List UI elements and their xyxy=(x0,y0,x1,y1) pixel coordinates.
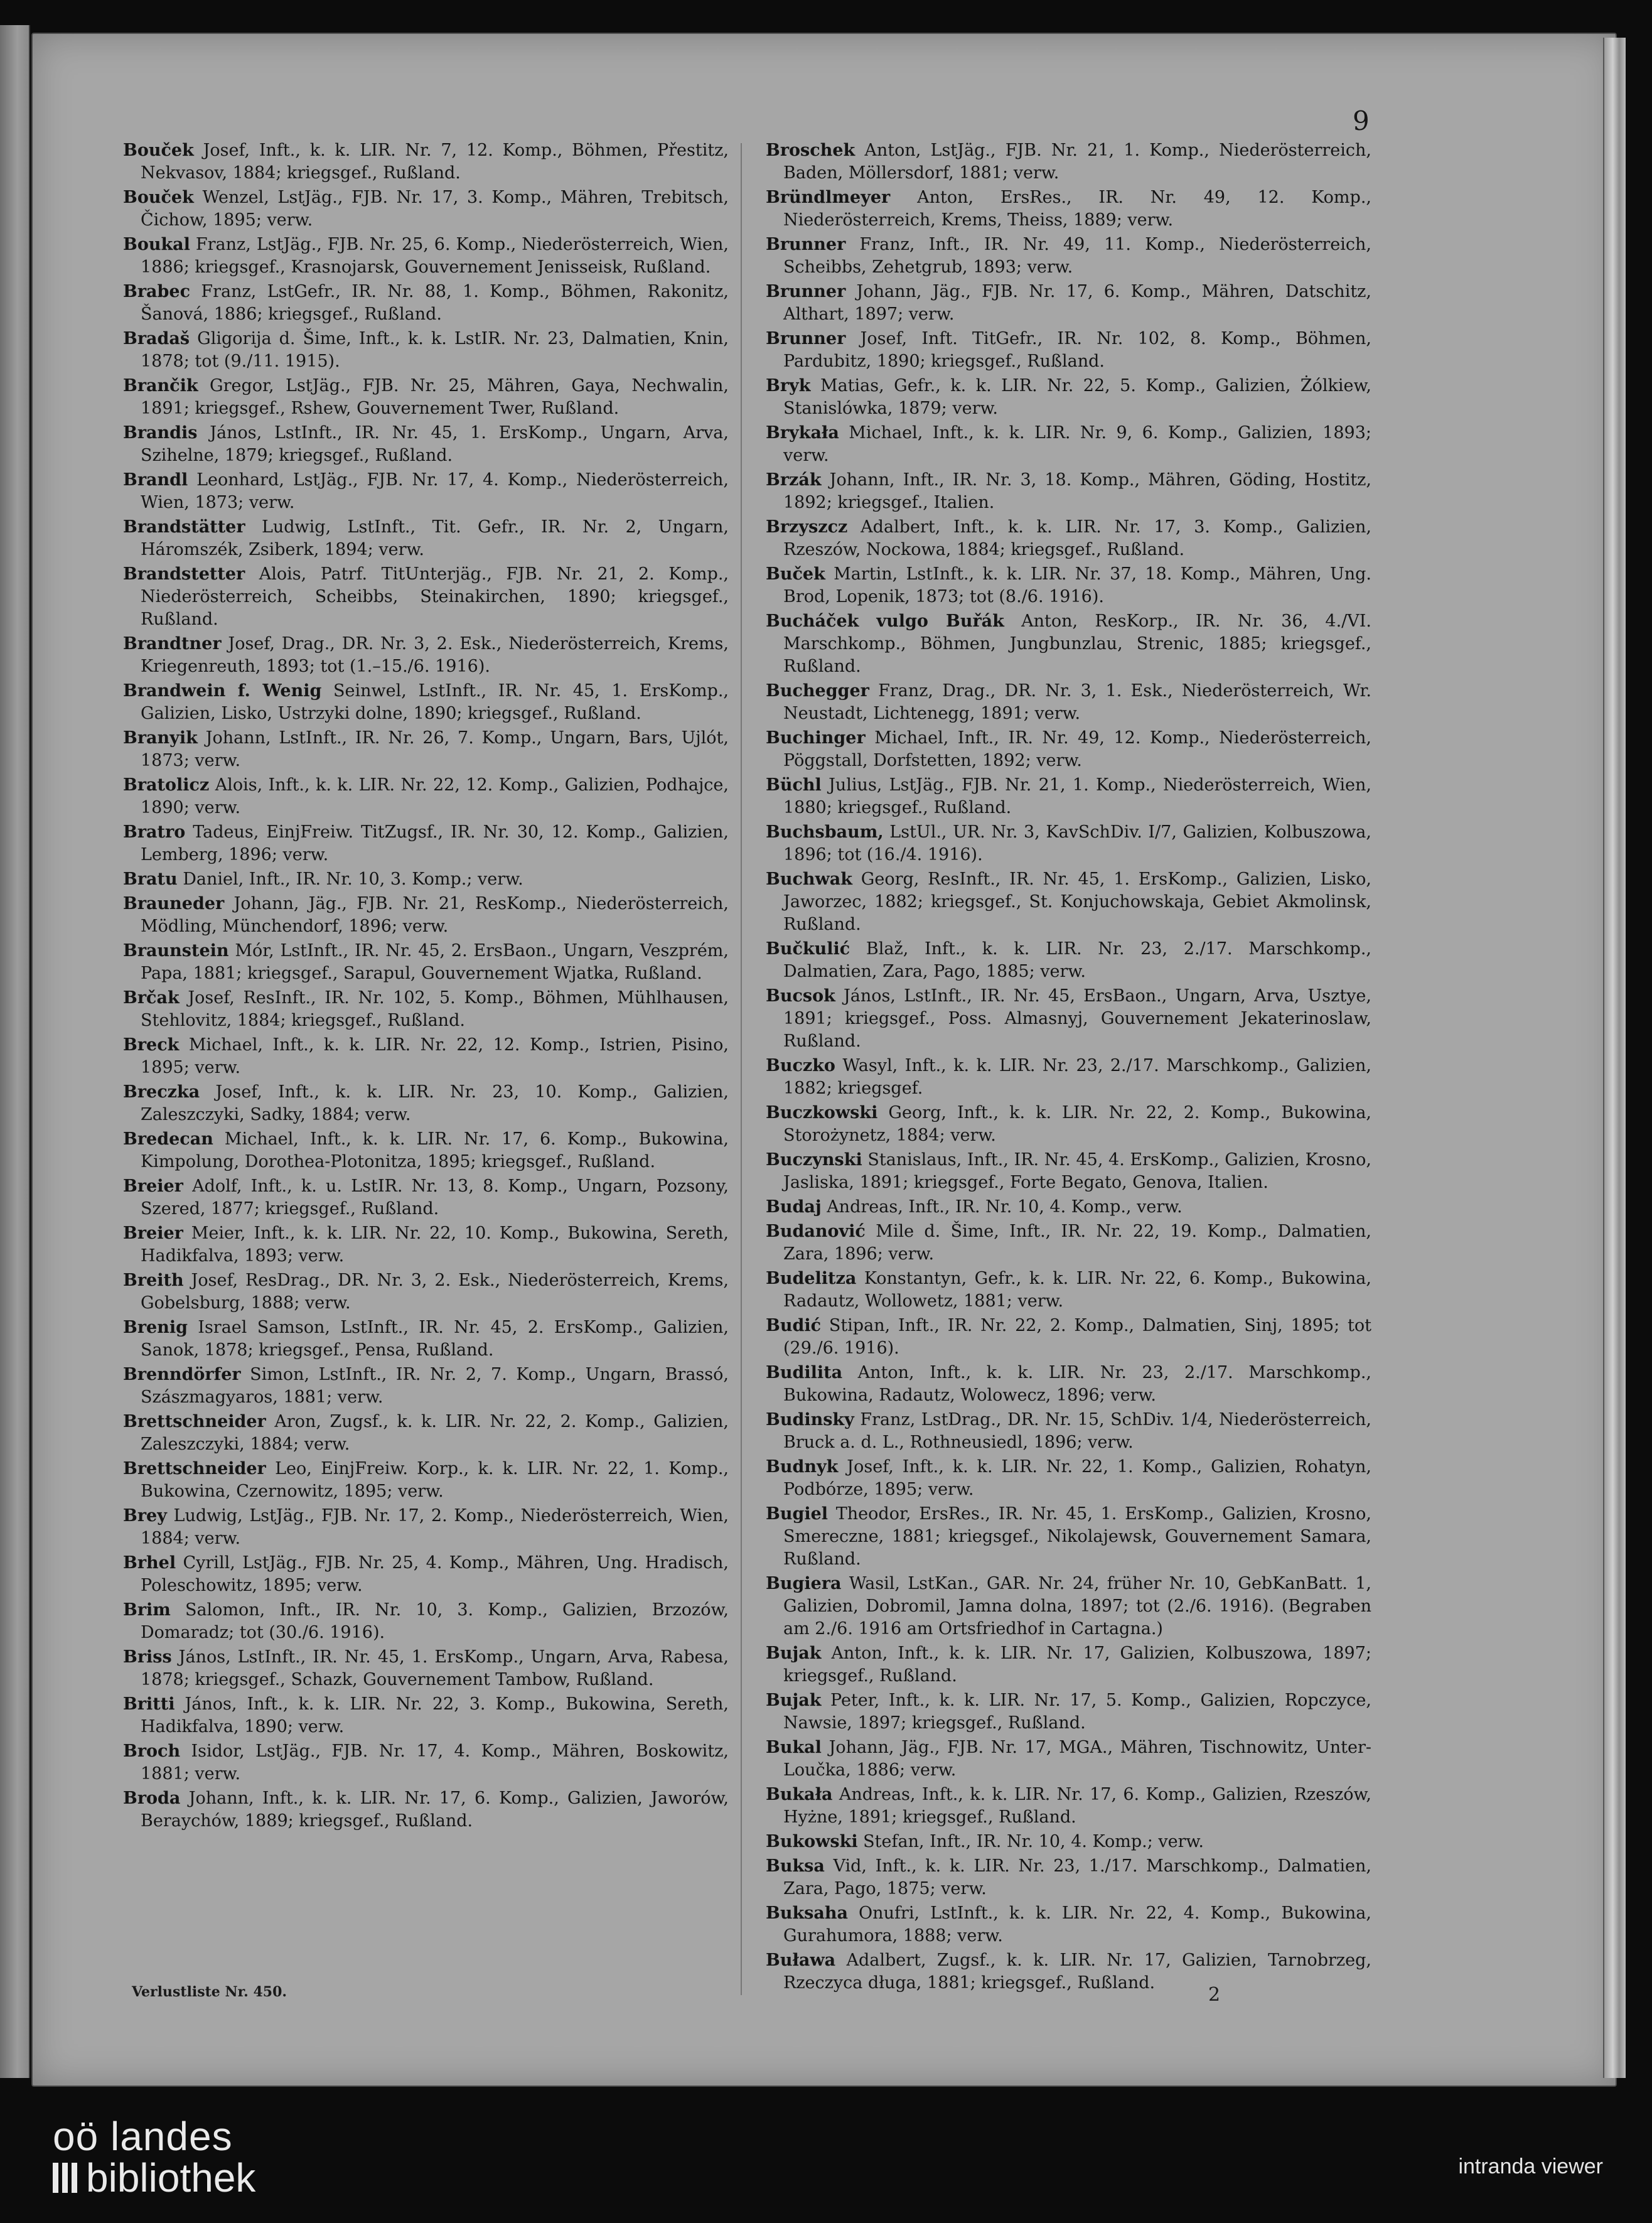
list-entry xyxy=(766,516,1371,561)
entry-surname: Budelitza xyxy=(766,1269,857,1288)
entry-details: Franz, LstGefr., IR. Nr. 88, 1. Komp., Böhmen, Rakonitz, Šanová, 1886; kriegsgef., Rußland. xyxy=(141,282,729,324)
entry-surname: Brenndörfer xyxy=(123,1365,241,1384)
previous-page-edge xyxy=(0,25,30,2078)
entry-surname: Bouček xyxy=(123,188,194,207)
entry-details: Franz, Drag., DR. Nr. 3, 1. Esk., Niederösterreich, Wr. Neustadt, Lichtenegg, 1891; verw. xyxy=(783,681,1371,723)
entry-details: Anton, ErsRes., IR. Nr. 49, 12. Komp., Niederösterreich, Krems, Theiss, 1889; verw. xyxy=(783,188,1371,230)
list-entry xyxy=(123,563,729,631)
signature-mark: 2 xyxy=(1208,1984,1221,2006)
entry-surname: Buček xyxy=(766,564,825,584)
list-entry xyxy=(123,139,729,185)
entry-surname: Brim xyxy=(123,1600,171,1620)
list-entry xyxy=(123,1646,729,1691)
entry-details: Josef, Inft., k. k. LIR. Nr. 7, 12. Komp., Böhmen, Přestitz, Nekvasov, 1884; kriegsgef., Rußland. xyxy=(141,141,729,183)
list-entry xyxy=(766,1102,1371,1147)
list-entry xyxy=(766,469,1371,514)
entry-details: Georg, Inft., k. k. LIR. Nr. 22, 2. Komp., Bukowina, Storożynetz, 1884; verw. xyxy=(783,1103,1371,1145)
entry-surname: Bredecan xyxy=(123,1129,213,1149)
column-divider xyxy=(741,143,742,1995)
entry-details: Isidor, LstJäg., FJB. Nr. 17, 4. Komp., Mähren, Boskowitz, 1881; verw. xyxy=(141,1741,729,1784)
entry-surname: Breier xyxy=(123,1224,183,1243)
entry-details: Theodor, ErsRes., IR. Nr. 45, 1. ErsKomp., Galizien, Krosno, Smereczne, 1881; kriegsgef., Nikolajewsk, Gouvernement Samara, Rußland. xyxy=(783,1504,1371,1569)
list-entry xyxy=(766,868,1371,936)
list-entry xyxy=(123,1552,729,1597)
entry-details: Alois, Inft., k. k. LIR. Nr. 22, 12. Komp., Galizien, Podhajce, 1890; verw. xyxy=(141,775,729,817)
entry-surname: Bucsok xyxy=(766,986,835,1006)
entry-details: János, LstInft., IR. Nr. 45, ErsBaon., Ungarn, Arva, Usztye, 1891; kriegsgef., Poss. Almasnyj, Gouvernement Jekaterinoslaw, Rußland. xyxy=(783,986,1371,1051)
entry-surname: Brykała xyxy=(766,423,839,443)
entry-surname: Bucháček vulgo Buřák xyxy=(766,611,1004,631)
entry-surname: Brauneder xyxy=(123,894,225,913)
list-entry xyxy=(123,1740,729,1785)
list-entry xyxy=(766,1362,1371,1407)
list-entry xyxy=(766,281,1371,326)
list-entry xyxy=(766,774,1371,819)
entry-surname: Buksa xyxy=(766,1856,825,1876)
list-entry xyxy=(766,821,1371,866)
entry-details: Matias, Gefr., k. k. LIR. Nr. 22, 5. Komp., Galizien, Żólkiew, Stanislówka, 1879; verw. xyxy=(783,376,1371,418)
entry-surname: Britti xyxy=(123,1694,175,1714)
library-logo-line2: bibliothek xyxy=(86,2155,256,2200)
entry-details: Josef, Inft. TitGefr., IR. Nr. 102, 8. Komp., Böhmen, Pardubitz, 1890; kriegsgef., Rußland. xyxy=(783,329,1371,371)
entry-surname: Bryk xyxy=(766,376,811,396)
list-entry xyxy=(123,1505,729,1550)
list-entry xyxy=(766,1503,1371,1571)
entry-surname: Bründlmeyer xyxy=(766,188,891,207)
list-entry xyxy=(766,1055,1371,1100)
entry-surname: Brzyszcz xyxy=(766,517,848,537)
library-logo-line1: oö landes xyxy=(53,2114,233,2159)
entry-surname: Broschek xyxy=(766,141,856,160)
entry-details: Gligorija d. Šime, Inft., k. k. LstIR. Nr. 23, Dalmatien, Knin, 1878; tot (9./11. 1915). xyxy=(141,329,729,371)
entry-surname: Breier xyxy=(123,1176,183,1196)
entry-details: Andreas, Inft., k. k. LIR. Nr. 17, 6. Komp., Galizien, Rzeszów, Hyżne, 1891; kriegsgef., Rußland. xyxy=(783,1785,1371,1827)
list-entry xyxy=(766,727,1371,772)
list-entry xyxy=(123,1081,729,1126)
entry-surname: Brčak xyxy=(123,988,180,1008)
entry-surname: Brandwein f. Wenig xyxy=(123,681,322,701)
entry-surname: Buchinger xyxy=(766,728,866,748)
list-entry xyxy=(766,1409,1371,1454)
page-stack-edge xyxy=(1603,38,1626,2078)
entry-details: János, Inft., k. k. LIR. Nr. 22, 3. Komp., Bukowina, Sereth, Hadikfalva, 1890; verw. xyxy=(141,1694,729,1736)
list-entry xyxy=(123,1599,729,1644)
list-entry xyxy=(123,234,729,279)
entry-surname: Buczko xyxy=(766,1056,835,1075)
list-entry xyxy=(766,985,1371,1053)
entry-details: Johann, Jäg., FJB. Nr. 17, MGA., Mähren, Tischnowitz, Unter-Loučka, 1886; verw. xyxy=(783,1738,1372,1780)
list-entry xyxy=(123,1411,729,1456)
entry-details: Johann, Jäg., FJB. Nr. 21, ResKomp., Niederösterreich, Mödling, Münchendorf, 1896; verw. xyxy=(141,894,729,936)
list-entry xyxy=(123,680,729,725)
entry-surname: Breck xyxy=(123,1035,180,1055)
entry-details: Josef, Inft., k. k. LIR. Nr. 23, 10. Komp., Galizien, Zaleszczyki, Sadky, 1884; verw. xyxy=(141,1082,729,1124)
entry-details: Andreas, Inft., IR. Nr. 10, 4. Komp., verw. xyxy=(827,1197,1183,1217)
list-entry xyxy=(123,1787,729,1833)
entry-surname: Brhel xyxy=(123,1553,176,1573)
entry-surname: Büchl xyxy=(766,775,822,795)
list-entry xyxy=(123,727,729,772)
list-entry xyxy=(766,1315,1371,1360)
entry-surname: Braunstein xyxy=(123,941,229,961)
entry-surname: Brzák xyxy=(766,470,822,490)
list-entry xyxy=(123,893,729,938)
footer-note: Verlustliste Nr. 450. xyxy=(132,1984,287,2000)
list-entry xyxy=(766,1949,1371,1994)
entry-surname: Bukowski xyxy=(766,1832,858,1851)
viewer-brand-label[interactable]: intranda viewer xyxy=(1458,2155,1603,2178)
entry-surname: Breith xyxy=(123,1271,184,1290)
list-entry xyxy=(123,1175,729,1220)
list-entry xyxy=(766,1220,1371,1266)
entry-surname: Breczka xyxy=(123,1082,200,1102)
list-entry xyxy=(766,563,1371,608)
list-entry xyxy=(123,1128,729,1173)
entry-details: Josef, Drag., DR. Nr. 3, 2. Esk., Niederösterreich, Krems, Kriegenreuth, 1893; tot (1.–15./6. 1916). xyxy=(141,634,729,676)
entry-details: János, LstInft., IR. Nr. 45, 1. ErsKomp., Ungarn, Arva, Rabesa, 1878; kriegsgef., Schazk, Gouvernement Tambow, Rußland. xyxy=(141,1647,729,1689)
entry-details: Anton, ResKorp., IR. Nr. 36, 4./VI. Marschkomp., Böhmen, Jungbunzlau, Strenic, 1885; kriegsgef., Rußland. xyxy=(783,611,1371,676)
library-logo-line2-row xyxy=(53,2157,255,2199)
entry-surname: Budnyk xyxy=(766,1457,839,1477)
list-entry xyxy=(123,1458,729,1503)
list-entry xyxy=(766,234,1371,279)
entry-details: Julius, LstJäg., FJB. Nr. 21, 1. Komp., Niederösterreich, Wien, 1880; kriegsgef., Rußland. xyxy=(783,775,1371,817)
entry-details: Johann, LstInft., IR. Nr. 26, 7. Komp., Ungarn, Bars, Ujlót, 1873; verw. xyxy=(141,728,729,770)
entry-surname: Buczynski xyxy=(766,1150,862,1170)
entry-details: Johann, Jäg., FJB. Nr. 17, 6. Komp., Mähren, Datschitz, Althart, 1897; verw. xyxy=(783,282,1371,324)
list-entry xyxy=(766,1855,1371,1900)
entry-details: Josef, Inft., k. k. LIR. Nr. 22, 1. Komp., Galizien, Rohatyn, Podbórze, 1895; verw. xyxy=(783,1457,1371,1499)
list-entry xyxy=(123,1364,729,1409)
entry-surname: Brettschneider xyxy=(123,1459,266,1478)
entry-surname: Bučkulić xyxy=(766,939,850,959)
entry-details: Onufri, LstInft., k. k. LIR. Nr. 22, 4. Komp., Bukowina, Gurahumora, 1888; verw. xyxy=(783,1903,1371,1946)
entry-details: Peter, Inft., k. k. LIR. Nr. 17, 5. Komp., Galizien, Ropczyce, Nawsie, 1897; kriegsgef., Rußland. xyxy=(783,1691,1371,1733)
list-entry xyxy=(766,422,1371,467)
entry-surname: Buchsbaum, xyxy=(766,822,884,842)
entry-details: Daniel, Inft., IR. Nr. 10, 3. Komp.; verw. xyxy=(183,869,523,889)
entry-surname: Buczkowski xyxy=(766,1103,878,1122)
entry-details: Vid, Inft., k. k. LIR. Nr. 23, 1./17. Marschkomp., Dalmatien, Zara, Pago, 1875; verw. xyxy=(783,1856,1371,1898)
entry-surname: Bouček xyxy=(123,141,194,160)
entry-details: Martin, LstInft., k. k. LIR. Nr. 37, 18. Komp., Mähren, Ung. Brod, Lopenik, 1873; tot (8./6. 1916). xyxy=(783,564,1371,606)
entry-surname: Brandtner xyxy=(123,634,222,654)
entry-surname: Budić xyxy=(766,1316,822,1335)
list-entry xyxy=(123,1034,729,1079)
entry-details: Alois, Patrf. TitUnterjäg., FJB. Nr. 21, 2. Komp., Niederösterreich, Scheibbs, Steinakirchen, 1890; kriegsgef., Rußland. xyxy=(141,564,729,629)
entry-surname: Brey xyxy=(123,1506,167,1526)
list-entry xyxy=(123,1693,729,1738)
entry-surname: Budinsky xyxy=(766,1410,854,1429)
entry-details: Anton, LstJäg., FJB. Nr. 21, 1. Komp., Niederösterreich, Baden, Möllersdorf, 1881; verw. xyxy=(783,141,1371,183)
entry-details: Adolf, Inft., k. u. LstIR. Nr. 13, 8. Komp., Ungarn, Pozsony, Szered, 1877; kriegsgef., Rußland. xyxy=(141,1176,729,1219)
entry-details: Ludwig, LstJäg., FJB. Nr. 17, 2. Komp., Niederösterreich, Wien, 1884; verw. xyxy=(141,1506,729,1548)
entry-surname: Buchwak xyxy=(766,869,852,889)
list-entry xyxy=(123,868,729,891)
list-entry xyxy=(123,940,729,985)
entry-details: Franz, LstJäg., FJB. Nr. 25, 6. Komp., Niederösterreich, Wien, 1886; kriegsgef., Krasnojarsk, Gouvernement Jenisseisk, Rußland. xyxy=(141,235,729,277)
entry-surname: Broda xyxy=(123,1789,181,1808)
entry-surname: Bujak xyxy=(766,1644,822,1663)
entry-surname: Brandstätter xyxy=(123,517,245,537)
page-number: 9 xyxy=(1353,105,1370,136)
list-entry xyxy=(766,186,1371,232)
list-entry xyxy=(766,1831,1371,1853)
entry-surname: Brančik xyxy=(123,376,198,396)
list-entry xyxy=(123,821,729,866)
entry-details: Aron, Zugsf., k. k. LIR. Nr. 22, 2. Komp., Galizien, Zaleszczyki, 1884; verw. xyxy=(141,1412,729,1454)
list-entry xyxy=(123,774,729,819)
library-bars-icon xyxy=(53,2163,77,2193)
entry-details: Stipan, Inft., IR. Nr. 22, 2. Komp., Dalmatien, Sinj, 1895; tot (29./6. 1916). xyxy=(783,1316,1372,1358)
entry-surname: Bratro xyxy=(123,822,186,842)
list-entry xyxy=(123,186,729,232)
list-entry xyxy=(766,610,1371,678)
entry-surname: Bukal xyxy=(766,1738,822,1757)
list-entry xyxy=(766,375,1371,420)
list-entry xyxy=(766,1689,1371,1735)
entry-details: Franz, Inft., IR. Nr. 49, 11. Komp., Niederösterreich, Scheibbs, Zehetgrub, 1893; verw. xyxy=(783,235,1371,277)
entry-surname: Bukała xyxy=(766,1785,833,1804)
entry-details: Salomon, Inft., IR. Nr. 10, 3. Komp., Galizien, Brzozów, Domaradz; tot (30./6. 1916). xyxy=(141,1600,729,1642)
entry-details: Cyrill, LstJäg., FJB. Nr. 25, 4. Komp., Mähren, Ung. Hradisch, Poleschowitz, 1895; verw. xyxy=(141,1553,729,1595)
list-entry xyxy=(766,1902,1371,1947)
entry-surname: Buksaha xyxy=(766,1903,848,1923)
entry-surname: Bugiel xyxy=(766,1504,829,1524)
entry-details: Blaž, Inft., k. k. LIR. Nr. 23, 2./17. Marschkomp., Dalmatien, Zara, Pago, 1885; verw. xyxy=(783,939,1371,981)
list-entry xyxy=(766,938,1371,983)
entry-details: Adalbert, Inft., k. k. LIR. Nr. 17, 3. Komp., Galizien, Rzeszów, Nockowa, 1884; kriegsgef., Rußland. xyxy=(783,517,1371,559)
list-entry xyxy=(123,328,729,373)
list-entry xyxy=(766,680,1371,725)
entry-details: Josef, ResDrag., DR. Nr. 3, 2. Esk., Niederösterreich, Krems, Gobelsburg, 1888; verw. xyxy=(141,1271,729,1313)
entry-surname: Broch xyxy=(123,1741,181,1761)
entry-surname: Brandis xyxy=(123,423,198,443)
entry-surname: Brabec xyxy=(123,282,191,301)
entry-details: Stefan, Inft., IR. Nr. 10, 4. Komp.; verw. xyxy=(863,1832,1204,1851)
list-entry xyxy=(766,1149,1371,1194)
entry-surname: Brenig xyxy=(123,1318,188,1337)
entry-surname: Budanović xyxy=(766,1222,866,1241)
entry-surname: Brandstetter xyxy=(123,564,245,584)
entry-details: Seinwel, LstInft., IR. Nr. 45, 1. ErsKomp., Galizien, Lisko, Ustrzyki dolne, 1890; kriegsgef., Rußland. xyxy=(141,681,729,723)
entry-details: Wenzel, LstJäg., FJB. Nr. 17, 3. Komp., Mähren, Trebitsch, Čichow, 1895; verw. xyxy=(141,188,729,230)
entry-details: János, LstInft., IR. Nr. 45, 1. ErsKomp., Ungarn, Arva, Szihelne, 1879; kriegsgef., Rußland. xyxy=(141,423,729,465)
library-logo[interactable] xyxy=(53,2116,255,2199)
list-entry xyxy=(123,1316,729,1362)
list-entry xyxy=(766,1784,1371,1829)
entry-details: Tadeus, EinjFreiw. TitZugsf., IR. Nr. 30, 12. Komp., Galizien, Lemberg, 1896; verw. xyxy=(141,822,729,864)
right-column xyxy=(766,139,1371,1996)
list-entry xyxy=(766,1736,1371,1782)
list-entry xyxy=(123,1269,729,1315)
entry-surname: Bratolicz xyxy=(123,775,210,795)
entry-details: Michael, Inft., k. k. LIR. Nr. 22, 12. Komp., Istrien, Pisino, 1895; verw. xyxy=(141,1035,729,1077)
left-column xyxy=(123,139,729,1834)
entry-details: Anton, Inft., k. k. LIR. Nr. 17, Galizien, Kolbuszowa, 1897; kriegsgef., Rußland. xyxy=(783,1644,1371,1686)
entry-surname: Bugiera xyxy=(766,1574,842,1593)
entry-details: Johann, Inft., IR. Nr. 3, 18. Komp., Mähren, Göding, Hostitz, 1892; kriegsgef., Italien. xyxy=(783,470,1371,512)
entry-surname: Buława xyxy=(766,1951,836,1970)
entry-details: Gregor, LstJäg., FJB. Nr. 25, Mähren, Gaya, Nechwalin, 1891; kriegsgef., Rshew, Gouvernement Twer, Rußland. xyxy=(141,376,729,418)
entry-details: Josef, ResInft., IR. Nr. 102, 5. Komp., Böhmen, Mühlhausen, Stehlovitz, 1884; kriegsgef., Rußland. xyxy=(141,988,729,1030)
entry-details: Mór, LstInft., IR. Nr. 45, 2. ErsBaon., Ungarn, Veszprém, Papa, 1881; kriegsgef., Sarapul, Gouvernement Wjatka, Rußland. xyxy=(141,941,729,983)
list-entry xyxy=(766,1573,1371,1640)
entry-details: LstUl., UR. Nr. 3, KavSchDiv. I/7, Galizien, Kolbuszowa, 1896; tot (16./4. 1916). xyxy=(783,822,1371,864)
entry-surname: Buchegger xyxy=(766,681,869,701)
entry-surname: Brunner xyxy=(766,329,846,348)
entry-details: Georg, ResInft., IR. Nr. 45, 1. ErsKomp., Galizien, Lisko, Jaworzec, 1882; kriegsgef., St. Konjuchowskaja, Gebiet Akmolinsk, Rußland. xyxy=(783,869,1371,934)
list-entry xyxy=(766,139,1371,185)
entry-details: Leonhard, LstJäg., FJB. Nr. 17, 4. Komp., Niederösterreich, Wien, 1873; verw. xyxy=(141,470,729,512)
entry-details: Konstantyn, Gefr., k. k. LIR. Nr. 22, 6. Komp., Bukowina, Radautz, Wollowetz, 1881; verw. xyxy=(783,1269,1371,1311)
entry-details: Franz, LstDrag., DR. Nr. 15, SchDiv. 1/4, Niederösterreich, Bruck a. d. L., Rothneusiedl, 1896; verw. xyxy=(783,1410,1371,1452)
entry-surname: Boukal xyxy=(123,235,190,254)
list-entry xyxy=(123,516,729,561)
list-entry xyxy=(123,987,729,1032)
entry-surname: Bratu xyxy=(123,869,178,889)
entry-details: Michael, Inft., k. k. LIR. Nr. 17, 6. Komp., Bukowina, Kimpolung, Dorothea-Plotonitza, 1895; kriegsgef., Rußland. xyxy=(141,1129,729,1171)
entry-details: Meier, Inft., k. k. LIR. Nr. 22, 10. Komp., Bukowina, Sereth, Hadikfalva, 1893; verw. xyxy=(141,1224,729,1266)
entry-details: Leo, EinjFreiw. Korp., k. k. LIR. Nr. 22, 1. Komp., Bukowina, Czernowitz, 1895; verw. xyxy=(141,1459,729,1501)
list-entry xyxy=(766,1196,1371,1219)
entry-details: Wasyl, Inft., k. k. LIR. Nr. 23, 2./17. Marschkomp., Galizien, 1882; kriegsgef. xyxy=(783,1056,1371,1098)
entry-surname: Brettschneider xyxy=(123,1412,266,1431)
entry-details: Michael, Inft., k. k. LIR. Nr. 9, 6. Komp., Galizien, 1893; verw. xyxy=(783,423,1371,465)
list-entry xyxy=(123,469,729,514)
list-entry xyxy=(766,1456,1371,1501)
entry-surname: Branyik xyxy=(123,728,198,748)
entry-details: Israel Samson, LstInft., IR. Nr. 45, 2. ErsKomp., Galizien, Sanok, 1878; kriegsgef., Pensa, Rußland. xyxy=(141,1318,729,1360)
entry-surname: Brunner xyxy=(766,282,846,301)
entry-details: Mile d. Šime, Inft., IR. Nr. 22, 19. Komp., Dalmatien, Zara, 1896; verw. xyxy=(783,1222,1372,1264)
entry-surname: Budaj xyxy=(766,1197,822,1217)
entry-surname: Briss xyxy=(123,1647,172,1667)
entry-details: Anton, Inft., k. k. LIR. Nr. 23, 2./17. Marschkomp., Bukowina, Radautz, Wolowecz, 1896; verw. xyxy=(783,1363,1371,1405)
list-entry xyxy=(766,1642,1371,1687)
list-entry xyxy=(123,1222,729,1268)
entry-details: Wasil, LstKan., GAR. Nr. 24, früher Nr. 10, GebKanBatt. 1, Galizien, Dobromil, Jamna dolna, 1897; tot (2./6. 1916). (Begraben am 2./6. 1916 am Ortsfriedhof in Cartagna.) xyxy=(783,1574,1371,1639)
entry-surname: Brunner xyxy=(766,235,846,254)
entry-surname: Brandl xyxy=(123,470,188,490)
entry-surname: Budilita xyxy=(766,1363,843,1382)
list-entry xyxy=(123,633,729,678)
list-entry xyxy=(123,281,729,326)
entry-surname: Bujak xyxy=(766,1691,822,1710)
entry-details: Adalbert, Zugsf., k. k. LIR. Nr. 17, Galizien, Tarnobrzeg, Rzeczyca długa, 1881; kriegsgef., Rußland. xyxy=(783,1951,1371,1993)
list-entry xyxy=(766,328,1371,373)
entry-details: Simon, LstInft., IR. Nr. 2, 7. Komp., Ungarn, Brassó, Szászmagyaros, 1881; verw. xyxy=(141,1365,729,1407)
list-entry xyxy=(123,375,729,420)
list-entry xyxy=(766,1268,1371,1313)
entry-details: Michael, Inft., IR. Nr. 49, 12. Komp., Niederösterreich, Pöggstall, Dorfstetten, 1892; verw. xyxy=(783,728,1371,770)
entry-details: Ludwig, LstInft., Tit. Gefr., IR. Nr. 2, Ungarn, Háromszék, Zsiberk, 1894; verw. xyxy=(141,517,729,559)
entry-surname: Bradaš xyxy=(123,329,190,348)
entry-details: Stanislaus, Inft., IR. Nr. 45, 4. ErsKomp., Galizien, Krosno, Jasliska, 1891; kriegsgef., Forte Begato, Genova, Italien. xyxy=(783,1150,1371,1192)
entry-details: Johann, Inft., k. k. LIR. Nr. 17, 6. Komp., Galizien, Jaworów, Beraychów, 1889; kriegsgef., Rußland. xyxy=(141,1789,729,1831)
list-entry xyxy=(123,422,729,467)
